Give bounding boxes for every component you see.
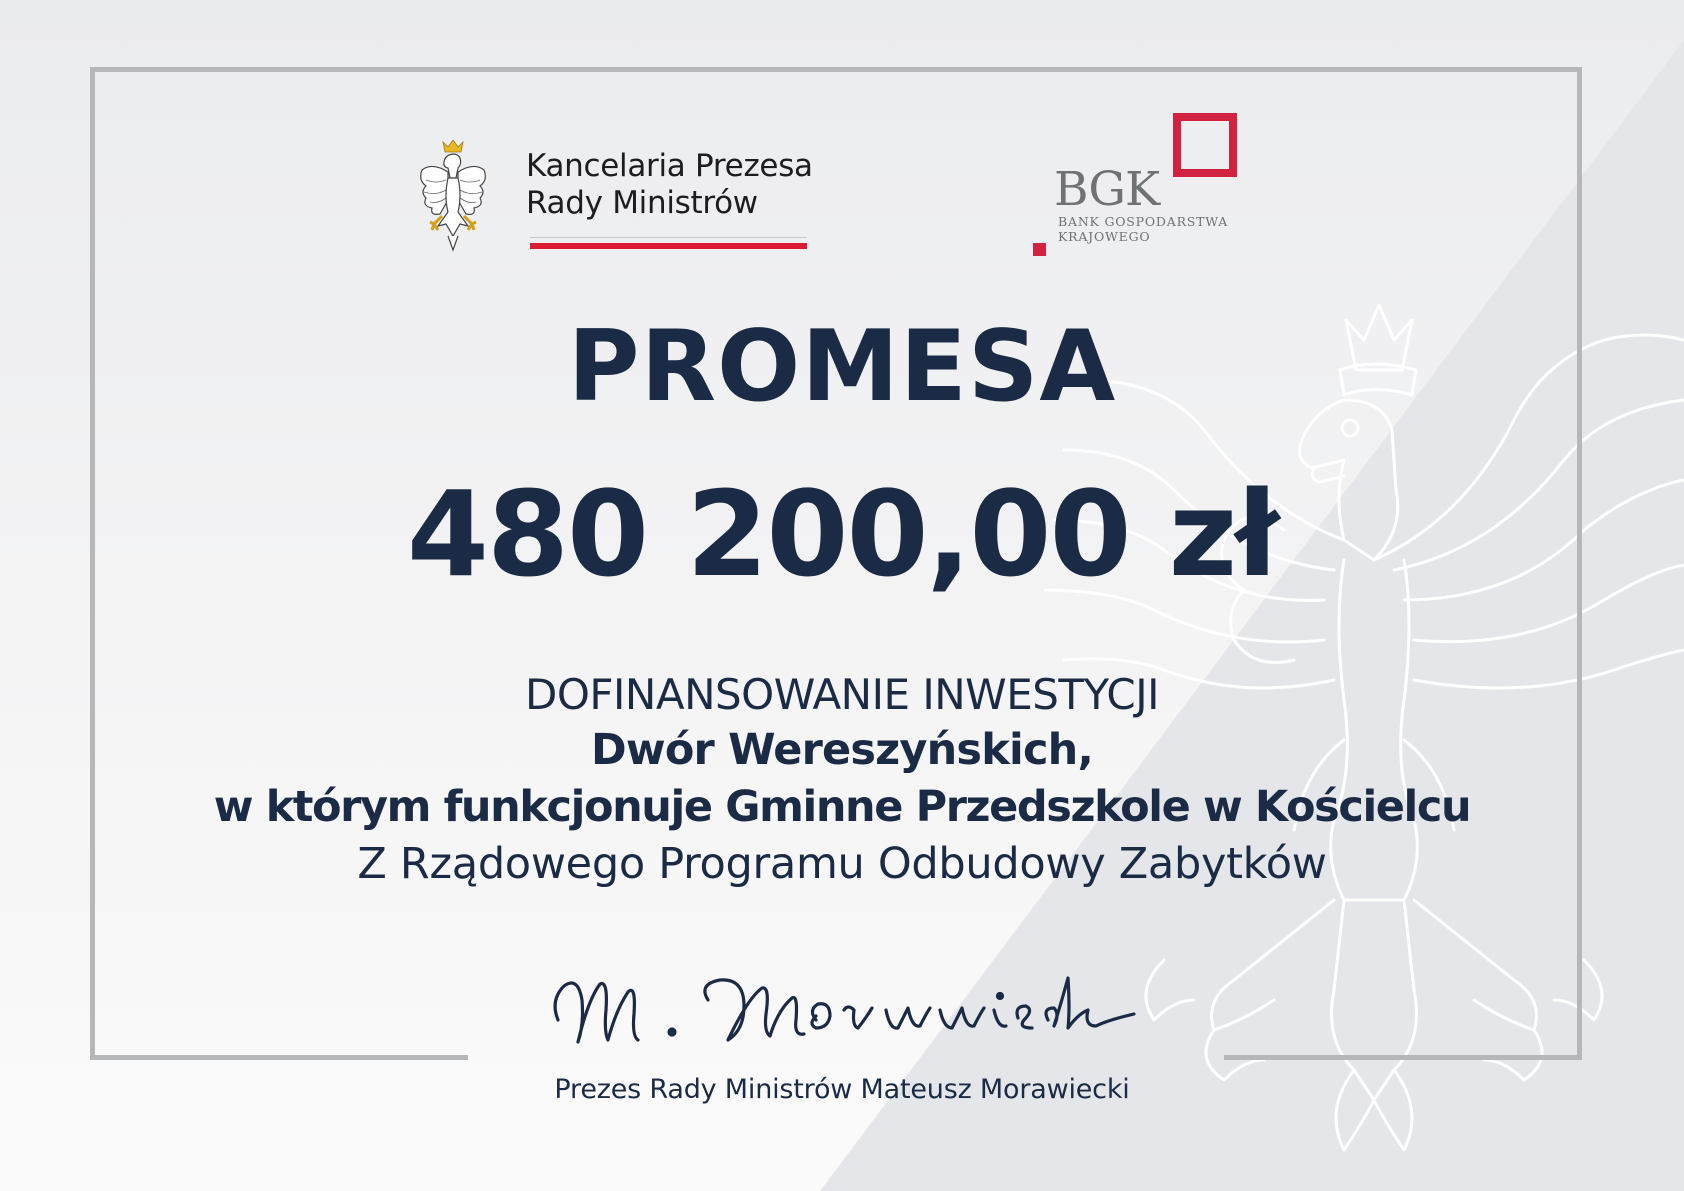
- frame-border-bottom-left: [90, 1055, 468, 1060]
- kprm-logo-line1: Kancelaria Prezesa: [526, 148, 813, 184]
- document-title: PROMESA: [567, 310, 1117, 424]
- bgk-small-square-icon: [1033, 243, 1046, 256]
- description-line: DOFINANSOWANIE INWESTYCJI: [524, 670, 1160, 719]
- project-name-line1: Dwór Wereszyńskich,: [591, 725, 1093, 775]
- bgk-logo: [1030, 112, 1240, 262]
- signer-name: Prezes Rady Ministrów Mateusz Morawiecki: [554, 1074, 1130, 1105]
- frame-border-top: [90, 67, 1582, 72]
- promise-amount: 480 200,00 zł: [406, 465, 1278, 603]
- bgk-logo-subtitle-line2: KRAJOWEGO: [1058, 229, 1151, 244]
- project-name-line2: w którym funkcjonuje Gminne Przedszkole w Kościelcu: [213, 782, 1471, 832]
- kprm-logo-red-bar: [530, 243, 807, 249]
- kprm-logo-divider: [530, 237, 807, 238]
- handwritten-signature-icon: [548, 970, 1138, 1060]
- kprm-logo: [418, 140, 813, 255]
- bgk-logo-title: BGK: [1054, 162, 1160, 217]
- polish-eagle-emblem-icon: [418, 140, 488, 252]
- kprm-logo-line2: Rady Ministrów: [526, 185, 758, 221]
- bgk-square-icon: [1173, 113, 1237, 177]
- frame-border-bottom-right: [1224, 1055, 1582, 1060]
- program-line: Z Rządowego Programu Odbudowy Zabytków: [357, 839, 1327, 889]
- bgk-logo-subtitle-line1: BANK GOSPODARSTWA: [1058, 214, 1229, 229]
